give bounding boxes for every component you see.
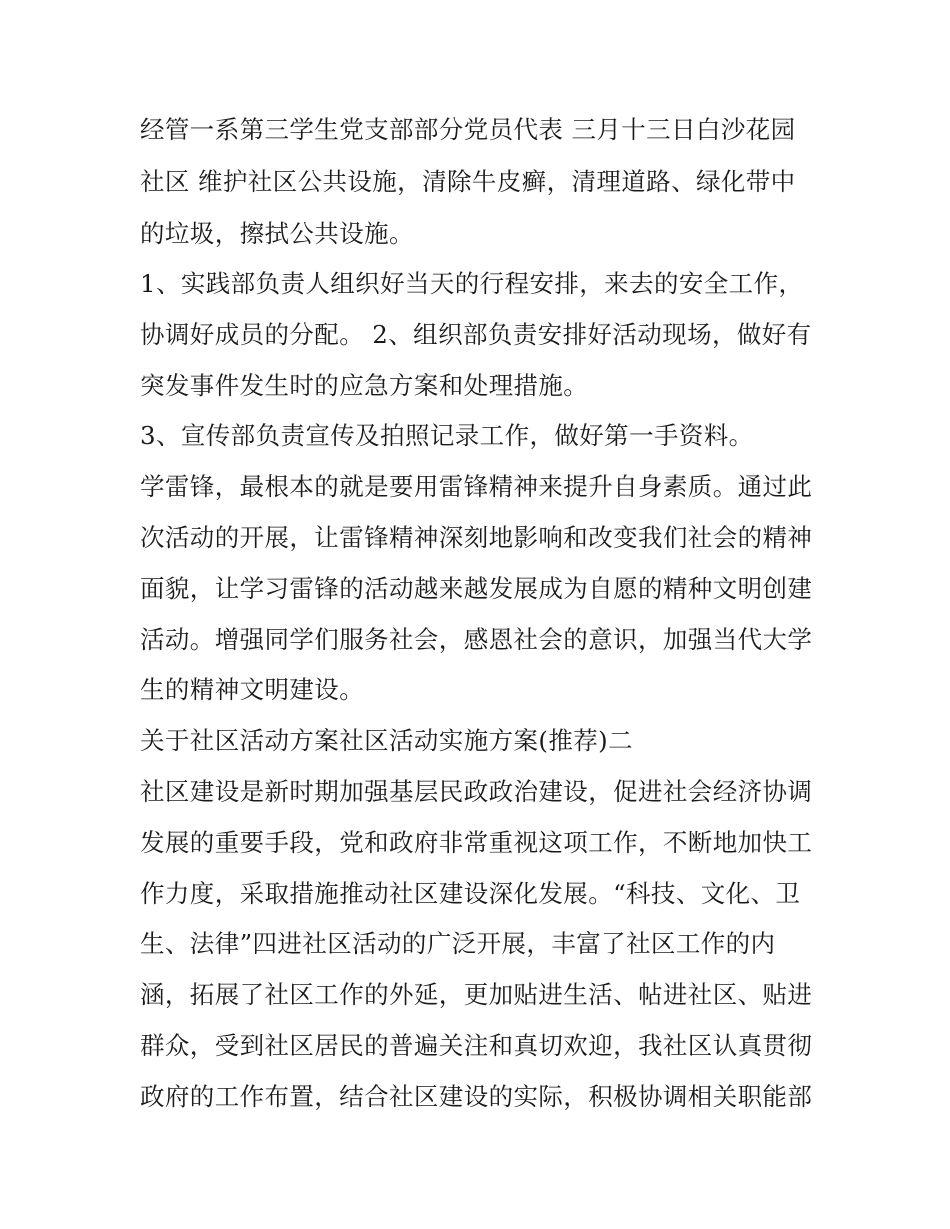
text-line: 发展的重要手段，党和政府非常重视这项工作，不断地加快工	[140, 828, 813, 857]
text-line: 社区建设是新时期加强基层民政政治建设，促进社会经济协调	[140, 777, 813, 806]
text-line: 生、法律”四进社区活动的广泛开展，丰富了社区工作的内	[140, 929, 776, 958]
text-line: 社区 维护社区公共设施，清除牛皮癣，清理道路、绿化带中	[140, 167, 796, 196]
text-line: 突发事件发生时的应急方案和处理措施。	[140, 371, 589, 400]
text-line: 政府的工作布置，结合社区建设的实际，积极协调相关职能部	[140, 1082, 813, 1111]
text-line: 面貌，让学习雷锋的活动越来越发展成为自愿的精种文明创建	[140, 574, 813, 603]
text-line: 群众，受到社区居民的普遍关注和真切欢迎，我社区认真贯彻	[140, 1031, 813, 1060]
text-line: 1、实践部负责人组织好当天的行程安排，来去的安全工作，	[140, 269, 804, 298]
text-line: 学雷锋，最根本的就是要用雷锋精神来提升自身素质。通过此	[140, 472, 813, 501]
text-line: 作力度，采取措施推动社区建设深化发展。“科技、文化、卫	[140, 879, 801, 908]
text-line: 生的精神文明建设。	[140, 675, 365, 704]
section-heading: 关于社区活动方案社区活动实施方案(推荐)二	[140, 726, 634, 755]
text-line: 经管一系第三学生党支部部分党员代表 三月十三日白沙花园	[140, 115, 796, 144]
text-line: 次活动的开展，让雷锋精神深刻地影响和改变我们社会的精神	[140, 523, 813, 552]
text-line: 的垃圾，擦拭公共设施。	[140, 219, 414, 248]
text-line: 涵，拓展了社区工作的外延，更加贴进生活、帖进社区、贴进	[140, 980, 813, 1009]
text-line: 活动。增强同学们服务社会，感恩社会的意识，加强当代大学	[140, 625, 813, 654]
text-line: 3、宣传部负责宣传及拍照记录工作，做好第一手资料。	[140, 421, 754, 450]
text-line: 协调好成员的分配。 2、组织部负责安排好活动现场，做好有	[140, 320, 812, 349]
